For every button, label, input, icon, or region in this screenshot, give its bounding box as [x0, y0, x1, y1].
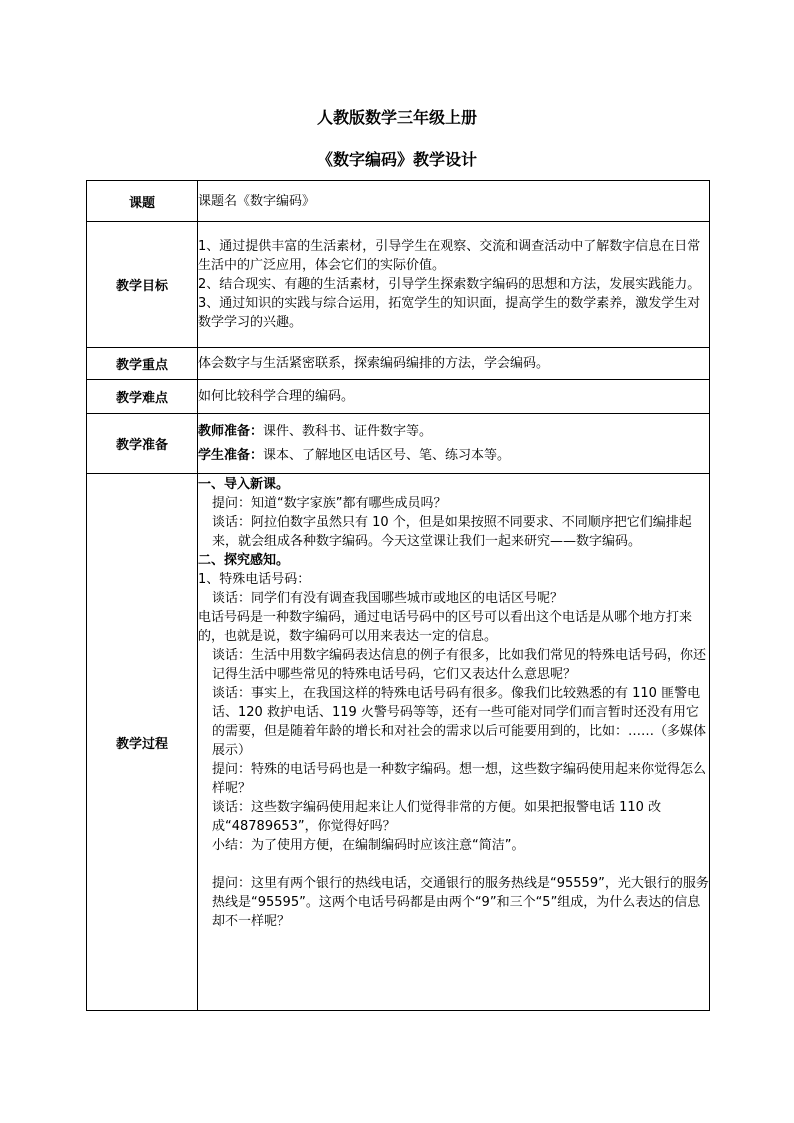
teacher-prep: [198, 420, 709, 444]
difficulty-row: [87, 380, 710, 414]
preparation-content: [198, 414, 710, 474]
topic-row: [87, 181, 710, 222]
paragraph: 电话号码是一种数字编码，通过电话号码中的区号可以看出这个电话是从哪个地方打来的，也就是说，数字编码可以用来表达一定的信息。: [198, 610, 693, 644]
goal-item: 1、通过提供丰富的生活素材，引导学生在观察、交流和调查活动中了解数字信息在日常生活中的广泛应用，体会它们的实际价值。: [198, 239, 701, 273]
paragraph: 谈话：生活中用数字编码表达信息的例子有很多，比如我们常见的特殊电话号码，你还记得生活中哪些常见的特殊电话号码，它们又表达什么意思呢？: [212, 648, 707, 682]
topic-label: 课题: [87, 181, 198, 222]
process-content: [198, 474, 710, 1011]
paragraph: 谈话：同学们有没有调查我国哪些城市或地区的电话区号呢？: [212, 591, 564, 606]
difficulty-value: 如何比较科学合理的编码。: [198, 380, 710, 414]
teacher-prep-text: 课件、教科书、证件数字等。: [263, 423, 433, 439]
goals-label: 教学目标: [87, 222, 198, 348]
student-prep-label: 学生准备：: [198, 447, 264, 463]
preparation-label: 教学准备: [87, 414, 198, 474]
paragraph: 谈话：事实上，在我国这样的特殊电话号码有很多。像我们比较熟悉的有 110 匪警电话、120 救护电话、119 火警号码等等，还有一些可能对同学们而言暂时还没有用它的需要，但是随着年龄的增长和对社会的需求以后可能要用到的，比如：……（多媒体展示）: [212, 686, 707, 758]
paragraph: 谈话：阿拉伯数字虽然只有 10 个，但是如果按照不同要求、不同顺序把它们编排起来，就会组成各种数字编码。今天这堂课让我们一起来研究——数字编码。: [212, 515, 692, 549]
document-title: 人教版数学三年级上册: [316, 108, 477, 127]
student-prep: [198, 444, 709, 468]
paragraph: 提问：特殊的电话号码也是一种数字编码。想一想，这些数字编码使用起来你觉得怎么样呢？: [212, 762, 707, 796]
preparation-row: [87, 414, 710, 474]
section-heading: 二、探究感知。: [198, 553, 290, 568]
student-prep-text: 课本、了解地区电话区号、笔、练习本等。: [263, 447, 511, 463]
paragraph: 谈话：这些数字编码使用起来让人们觉得非常的方便。如果把报警电话 110 改成“48789653”，你觉得好吗？: [212, 800, 662, 834]
difficulty-label: 教学难点: [87, 380, 198, 414]
goals-content: [198, 222, 710, 348]
key-points-label: 教学重点: [87, 348, 198, 380]
key-points-value: 体会数字与生活紧密联系，探索编码编排的方法，学会编码。: [198, 348, 710, 380]
section-heading: 一、导入新课。: [198, 477, 290, 492]
topic-value: 课题名《数字编码》: [198, 181, 710, 222]
teacher-prep-label: 教师准备：: [198, 423, 264, 439]
goal-item: 2、结合现实、有趣的生活素材，引导学生探索数字编码的思想和方法，发展实践能力。: [198, 277, 701, 292]
paragraph: 提问：这里有两个银行的热线电话，交通银行的服务热线是“95559”，光大银行的服务热线是“95595”。这两个电话号码都是由两个“9”和三个“5”组成，为什么表达的信息却不一样呢？: [212, 876, 709, 929]
lesson-plan-table: [86, 180, 710, 1011]
key-points-row: [87, 348, 710, 380]
document-subtitle: 《数字编码》教学设计: [316, 150, 477, 169]
process-label: 教学过程: [87, 474, 198, 1011]
goal-item: 3、通过知识的实践与综合运用，拓宽学生的知识面，提高学生的数学素养，激发学生对数学学习的兴趣。: [198, 296, 701, 330]
goals-row: [87, 222, 710, 348]
paragraph: 提问：知道“数字家族”都有哪些成员吗？: [212, 496, 447, 511]
process-row: [87, 474, 710, 1011]
paragraph: 小结：为了使用方便，在编制编码时应该注意“简洁”。: [212, 838, 525, 853]
blank-line: [198, 855, 709, 874]
paragraph: 1、特殊电话号码：: [198, 572, 311, 587]
